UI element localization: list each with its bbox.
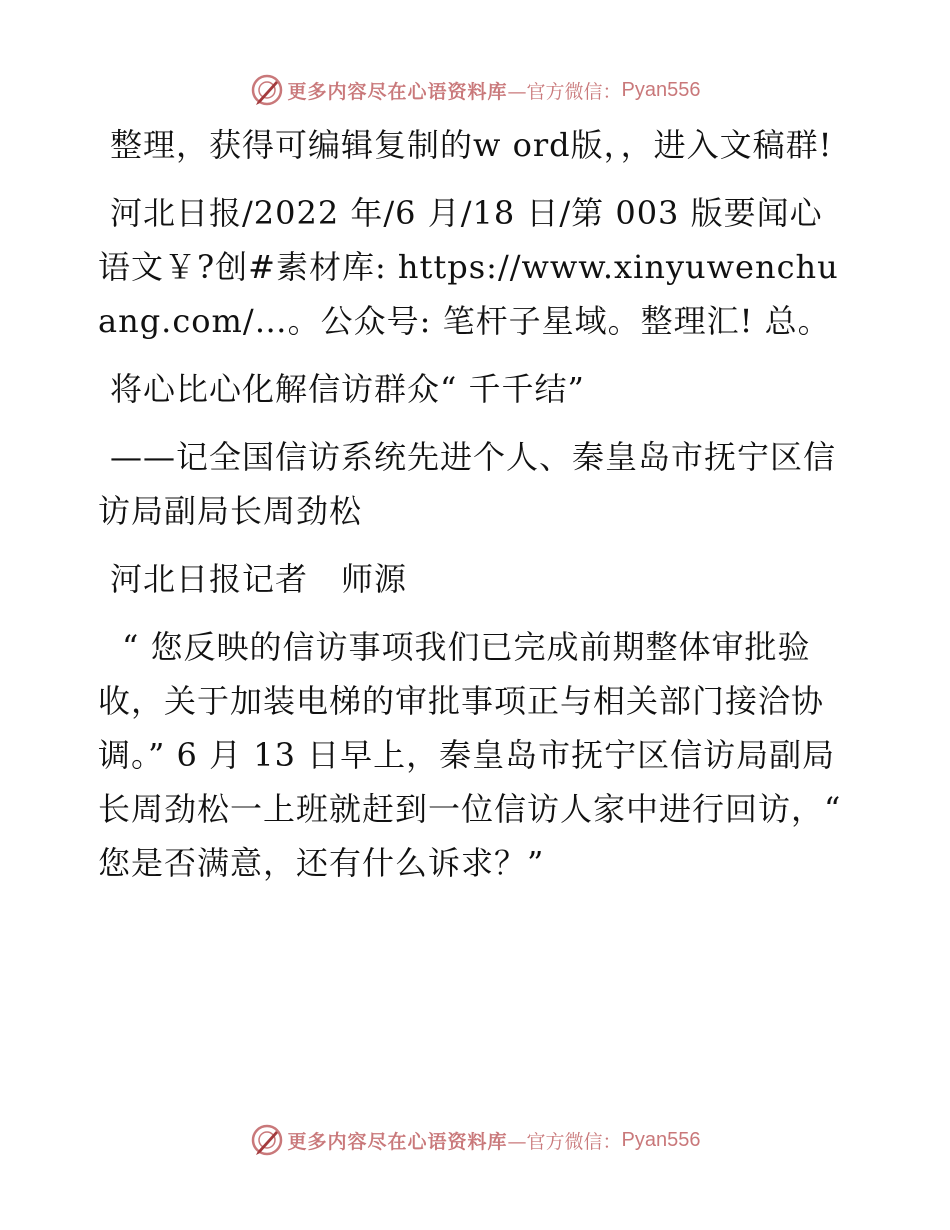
header-banner xyxy=(0,70,950,110)
article-byline: 河北日报记者 师源 xyxy=(110,560,408,598)
body-paragraph: “ 您反映的信访事项我们已完成前期整体审批验收，关于加装电梯的审批事项正与相关部门接洽协调。” 6 月 13 日早上，秦皇岛市抚宁区信访局副局长周劲松一上班就赶到一位信访人家中进行回访，“ 您是否满意，还有什么诉求？” xyxy=(98,628,842,882)
footer-banner xyxy=(0,1120,950,1160)
banner-slogan: 更多内容尽在心语资料库 xyxy=(287,1130,508,1153)
banner-wechat-handle: Pyan556 xyxy=(621,1128,701,1151)
article-body xyxy=(98,118,850,904)
banner-wechat-label: —官方微信： xyxy=(507,80,622,103)
pen-logo-icon xyxy=(250,73,284,107)
article-title: 将心比心化解信访群众“ 千千结” xyxy=(110,370,585,408)
pen-logo-icon xyxy=(250,1123,284,1157)
banner-slogan: 更多内容尽在心语资料库 xyxy=(287,80,508,103)
source-paragraph: 河北日报/2022 年/6 月/18 日/第 003 版要闻心语文￥?创#素材库: https://www.xinyuwenchuang.com/…。公众号: 笔杆子星域。整理汇! 总。 xyxy=(98,194,839,340)
banner-wechat-handle: Pyan556 xyxy=(621,78,701,101)
banner-wechat-label: —官方微信： xyxy=(507,1130,622,1153)
intro-paragraph: 整理，获得可编辑复制的w ord版，，进入文稿群! xyxy=(110,126,833,164)
article-subtitle: ——记全国信访系统先进个人、秦皇岛市抚宁区信访局副局长周劲松 xyxy=(98,438,837,530)
